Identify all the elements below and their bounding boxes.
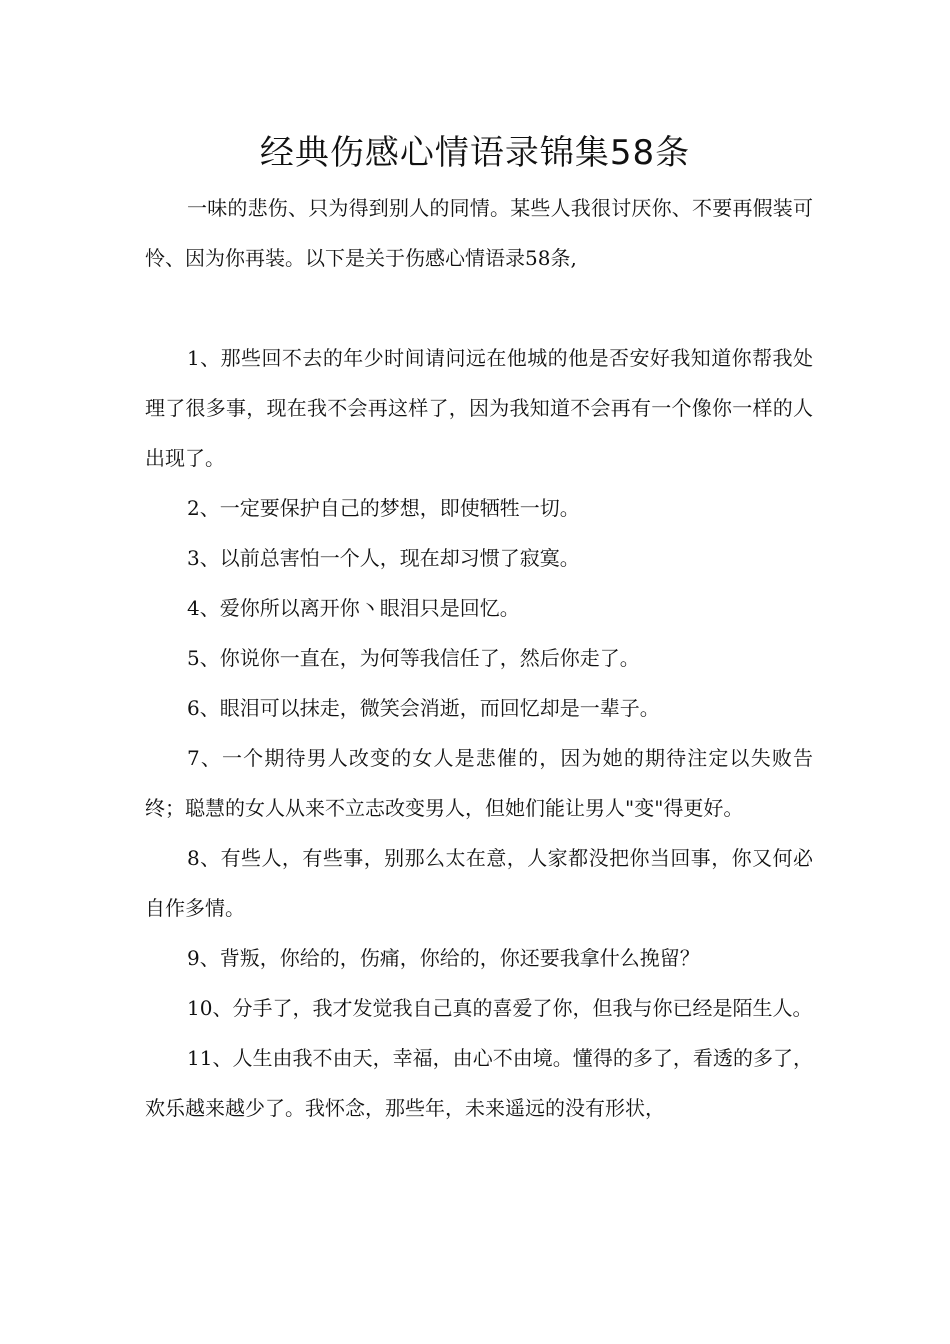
quote-item-7: 7、一个期待男人改变的女人是悲催的，因为她的期待注定以失败告终；聪慧的女人从来不立志改变男人，但她们能让男人"变"得更好。: [145, 746, 813, 820]
quote-item-1: 1、那些回不去的年少时间请问远在他城的他是否安好我知道你帮我处理了很多事，现在我不会再这样了，因为我知道不会再有一个像你一样的人出现了。: [145, 346, 813, 470]
quote-item-2: 2、一定要保护自己的梦想，即使牺牲一切。: [187, 496, 580, 520]
quote-item-10: 10、分手了，我才发觉我自己真的喜爱了你，但我与你已经是陌生人。: [187, 996, 813, 1020]
document-title: 经典伤感心情语录锦集58条: [259, 133, 691, 173]
quote-item-11: 11、人生由我不由天，幸福，由心不由境。懂得的多了，看透的多了，欢乐越来越少了。我怀念，那些年，未来遥远的没有形状，: [145, 1046, 813, 1120]
quote-item-5: 5、你说你一直在，为何等我信任了，然后你走了。: [187, 646, 640, 670]
quote-item-3: 3、以前总害怕一个人，现在却习惯了寂寞。: [187, 546, 580, 570]
quote-item-8: 8、有些人，有些事，别那么太在意，人家都没把你当回事，你又何必自作多情。: [145, 846, 813, 920]
intro-paragraph: 一味的悲伤、只为得到别人的同情。某些人我很讨厌你、不要再假装可怜、因为你再装。以下是关于伤感心情语录58条,: [145, 196, 813, 270]
quote-item-4: 4、爱你所以离开你丶眼泪只是回忆。: [187, 596, 520, 620]
quote-item-6: 6、眼泪可以抹走，微笑会消逝，而回忆却是一辈子。: [187, 696, 660, 720]
paragraph-spacer: [145, 283, 813, 333]
document-body: [145, 183, 813, 1133]
quote-item-9: 9、背叛，你给的，伤痛，你给的，你还要我拿什么挽留？: [187, 946, 700, 970]
